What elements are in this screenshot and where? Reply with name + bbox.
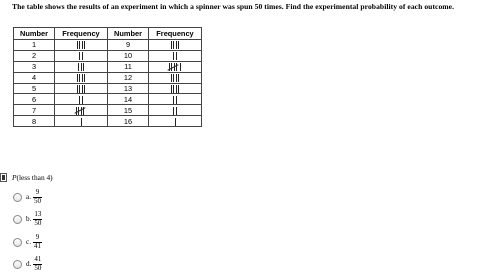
question-p-symbol: P: [12, 173, 17, 182]
option-letter: a.: [26, 193, 31, 201]
option-fraction: [33, 256, 42, 272]
frequency-cell: [149, 50, 202, 61]
tally-marks-icon: [173, 107, 177, 115]
tally-marks-icon: [171, 85, 180, 93]
question-marker-icon: [0, 173, 7, 182]
frequency-cell: [55, 72, 108, 83]
answer-option-d[interactable]: [13, 256, 42, 272]
table-row: [14, 61, 202, 72]
radio-button-c[interactable]: [13, 238, 22, 247]
frequency-cell: [149, 72, 202, 83]
answer-option-a[interactable]: [13, 189, 42, 205]
option-letter: d.: [26, 260, 32, 268]
radio-button-a[interactable]: [13, 193, 22, 202]
question-condition: (less than 4): [16, 173, 53, 182]
tally-marks-icon: [78, 63, 85, 71]
fraction-numerator: 9: [35, 188, 40, 196]
number-cell: 2: [14, 50, 55, 61]
frequency-cell: [55, 83, 108, 94]
instruction-text: The table shows the results of an experiment in which a spinner was spun 50 times. Find the experimental probability of each outcome.: [12, 2, 455, 11]
frequency-cell: [55, 105, 108, 116]
table-row: [14, 105, 202, 116]
table-row: [14, 116, 202, 127]
answer-option-b[interactable]: [13, 211, 42, 227]
option-letter: c.: [26, 238, 31, 246]
number-cell: 12: [108, 72, 149, 83]
frequency-cell: [55, 116, 108, 127]
frequency-cell: [149, 40, 202, 51]
tally-marks-icon: [76, 107, 87, 115]
frequency-cell: [149, 105, 202, 116]
table-body: [14, 40, 202, 127]
tally-marks-icon: [171, 74, 180, 82]
radio-button-b[interactable]: [13, 215, 22, 224]
fraction-numerator: 13: [34, 210, 42, 218]
number-cell: 11: [108, 61, 149, 72]
tally-marks-icon: [77, 74, 86, 82]
table-header-row: [14, 28, 202, 40]
table-row: [14, 40, 202, 51]
option-fraction: [33, 211, 42, 227]
option-letter: b.: [26, 215, 32, 223]
frequency-cell: [55, 61, 108, 72]
fraction-numerator: 9: [35, 233, 40, 241]
header-number-right: Number: [108, 28, 149, 40]
table-row: [14, 94, 202, 105]
table-row: [14, 72, 202, 83]
header-frequency-left: Frequency: [55, 28, 108, 40]
option-fraction: [33, 234, 42, 250]
frequency-cell: [149, 83, 202, 94]
header-number-left: Number: [14, 28, 55, 40]
number-cell: 3: [14, 61, 55, 72]
answer-option-c[interactable]: [13, 234, 42, 250]
number-cell: 14: [108, 94, 149, 105]
frequency-table: [13, 27, 202, 127]
fraction-numerator: 41: [34, 255, 42, 263]
question-prompt: [0, 173, 53, 182]
tally-marks-icon: [171, 41, 180, 49]
frequency-cell: [55, 94, 108, 105]
number-cell: 5: [14, 83, 55, 94]
frequency-cell: [149, 61, 202, 72]
fraction-denominator: 41: [34, 241, 41, 250]
tally-marks-icon: [80, 118, 82, 126]
number-cell: 10: [108, 50, 149, 61]
number-cell: 16: [108, 116, 149, 127]
tally-marks-icon: [173, 52, 177, 60]
frequency-cell: [55, 50, 108, 61]
number-cell: 8: [14, 116, 55, 127]
frequency-cell: [149, 94, 202, 105]
fraction-denominator: 50: [34, 196, 41, 205]
tally-marks-icon: [169, 63, 182, 71]
option-fraction: [33, 189, 42, 205]
fraction-denominator: 50: [34, 263, 42, 272]
number-cell: 9: [108, 40, 149, 51]
tally-marks-icon: [173, 96, 177, 104]
frequency-cell: [149, 116, 202, 127]
number-cell: 15: [108, 105, 149, 116]
number-cell: 6: [14, 94, 55, 105]
number-cell: 4: [14, 72, 55, 83]
fraction-denominator: 50: [34, 218, 42, 227]
number-cell: 7: [14, 105, 55, 116]
tally-marks-icon: [174, 118, 176, 126]
header-frequency-right: Frequency: [149, 28, 202, 40]
tally-marks-icon: [79, 96, 83, 104]
tally-marks-icon: [79, 52, 83, 60]
number-cell: 13: [108, 83, 149, 94]
frequency-cell: [55, 40, 108, 51]
tally-marks-icon: [77, 41, 86, 49]
table-row: [14, 83, 202, 94]
number-cell: 1: [14, 40, 55, 51]
tally-marks-icon: [77, 85, 86, 93]
table-row: [14, 50, 202, 61]
radio-button-d[interactable]: [13, 260, 22, 269]
